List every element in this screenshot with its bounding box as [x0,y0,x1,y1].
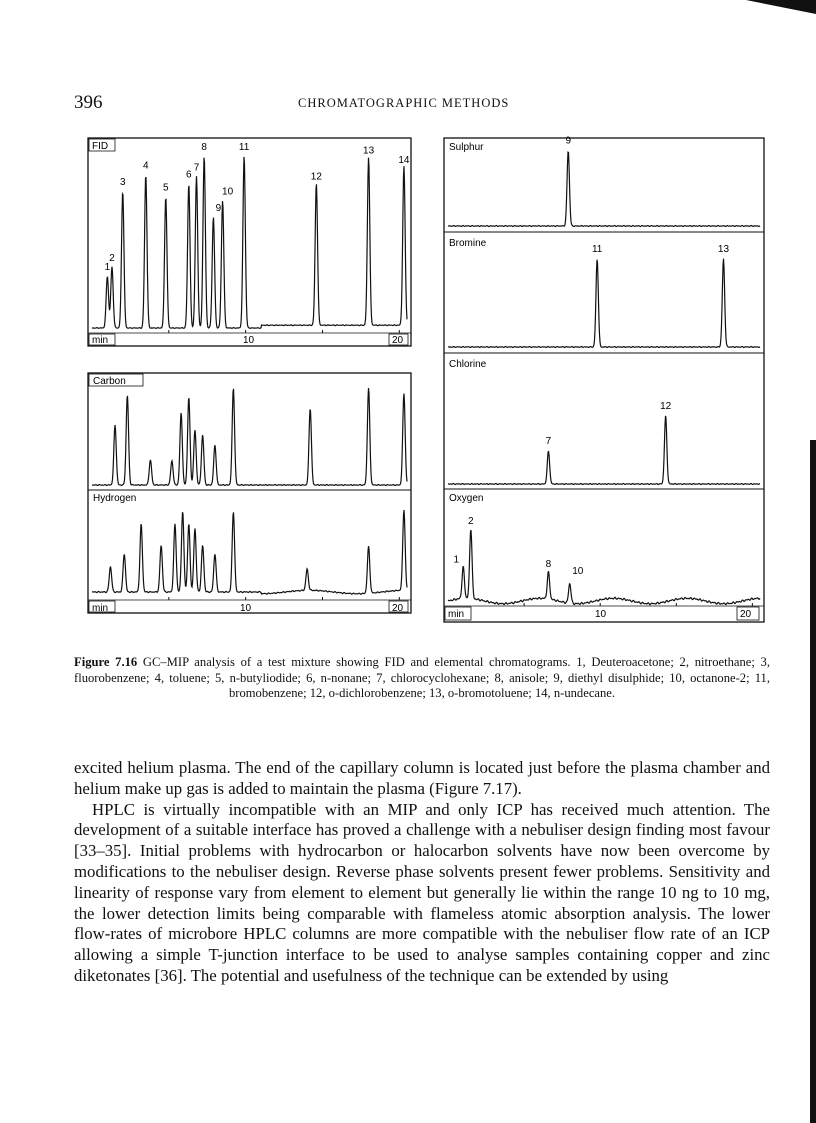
fid-peak-label-10: 10 [222,186,234,198]
fid-peak-label-11: 11 [238,141,250,153]
bromine-peak-label-13: 13 [717,244,730,255]
sulphur-trace [448,152,760,226]
fid-trace [92,157,407,329]
fid-frame [88,138,411,346]
ch-ticks [169,597,399,600]
fid-peak-label-7: 7 [193,162,200,174]
oxygen-label: Oxygen [449,493,484,504]
bromine-peak-label-11: 11 [591,244,603,255]
panel-carbon-hydrogen [88,373,411,614]
elements-peak-labels [453,136,729,578]
ch-frame [88,373,411,613]
panel-fid [88,138,411,346]
oxygen-trace [448,530,760,605]
caption-label: Figure 7.16 [74,655,138,669]
oxygen-peak-label-2: 2 [468,515,474,527]
ch-tick-10: 10 [240,603,252,614]
fid-peak-labels [105,142,410,273]
sulphur-label: Sulphur [449,142,484,153]
fid-axis-min: min [92,335,109,346]
body-text [74,758,770,987]
panel-elements [444,136,764,622]
fid-tick-20: 20 [392,335,404,346]
elements-tick-20: 20 [740,609,752,620]
fid-peak-label-1: 1 [104,262,111,274]
chlorine-peak-label-12: 12 [660,400,672,412]
fid-peak-label-5: 5 [162,182,169,194]
fid-peak-label-9: 9 [215,203,222,214]
carbon-trace [92,388,407,486]
bromine-label: Bromine [449,238,487,249]
page-number: 396 [74,92,103,113]
fid-peak-label-13: 13 [363,145,375,157]
fid-tick-10: 10 [243,335,255,346]
fid-peak-label-4: 4 [142,160,149,172]
running-title: CHROMATOGRAPHIC METHODS [298,96,510,110]
elements-frame [444,135,764,622]
fid-peak-label-8: 8 [201,141,207,153]
caption-text: GC–MIP analysis of a test mixture showing FID and elemental chromatograms. 1, Deuteroacetone; 2, nitroethane; 3, fluorobenzene; 4, toluene; 5, n-butyliodide; 6, n-nonane; 7, chlorocyclohexane; 8, anisole; 9, diethyl disulphide; 10, octanone-2; 11, bromobenzene; 12, o-dichlorobenzene; 13, o-bromotoluene; 14, n-undecane. [74,655,770,700]
fid-peak-label-2: 2 [109,252,115,264]
fid-peak-label-3: 3 [119,177,126,189]
figure-caption [74,655,770,702]
elements-tick-10: 10 [595,609,607,620]
chlorine-trace [448,416,760,485]
fid-peak-label-6: 6 [186,169,192,181]
sulphur-peak-label-9: 9 [565,135,572,147]
ch-tick-20: 20 [392,603,404,614]
fid-peak-label-14: 14 [398,154,410,166]
fid-label: FID [92,141,109,152]
chlorine-peak-label-7: 7 [545,436,552,447]
carbon-label: Carbon [93,376,126,387]
elements-ticks [524,603,752,606]
paragraph-1: excited helium plasma. The end of the capillary column is located just before the plasma chamber and helium make up gas is added to maintain the plasma (Figure 7.17). [74,758,770,798]
paragraph-2: HPLC is virtually incompatible with an MIP and only ICP has received much attention. The development of a suitable interface has proved a challenge with a nebuliser design finding most favour [33–35]. Initial problems with hydrocarbon or halocarbon solvents have now been overcome by modifications to the nebuliser design. Reverse phase solvents present fewer problems. Sensitivity and linearity of response vary from element to element but generally lie within the range 10 ng to 10 mg, the lower detection limits being comparable with flameless atomic absorption analysis. The lower flow-rates of microbore HPLC columns are more compatible with the nebuliser flow rate of an ICP allowing a simple T-junction interface to be used to analyse samples containing copper and zinc diketonates [36]. The potential and usefulness of the technique can be extended by using [74,799,770,985]
bromine-trace [448,259,760,348]
fid-ticks [169,330,399,333]
oxygen-peak-label-10: 10 [572,566,584,578]
oxygen-peak-label-8: 8 [545,559,552,570]
oxygen-peak-label-1: 1 [453,554,460,566]
hydrogen-label: Hydrogen [93,493,137,504]
ch-axis-min: min [92,603,109,614]
fid-peak-label-12: 12 [310,171,322,183]
hydrogen-trace [92,510,407,594]
elements-axis-min: min [448,609,465,620]
chlorine-label: Chlorine [449,359,487,370]
